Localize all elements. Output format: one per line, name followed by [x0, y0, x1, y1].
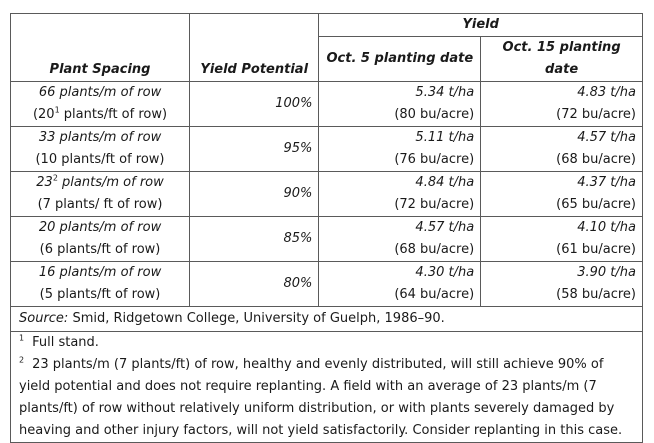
footnote-ref-1: 1	[54, 105, 60, 115]
oct15-tha: 4.10 t/ha	[577, 220, 636, 235]
footnote-1-marker: 1	[19, 333, 25, 343]
oct5-yield-cell	[319, 262, 481, 307]
oct5-tha: 5.34 t/ha	[415, 85, 475, 100]
plant-spacing-cell	[11, 127, 190, 172]
yield-table-container	[10, 13, 643, 443]
header-plant-spacing: Plant Spacing	[11, 14, 190, 82]
spacing-imperial: (5 plants/ft of row)	[39, 287, 161, 302]
table-row	[11, 82, 643, 127]
oct5-yield-cell	[319, 82, 481, 127]
plant-spacing-yield-table	[10, 13, 643, 443]
oct15-tha: 4.83 t/ha	[577, 85, 636, 100]
yield-potential-cell: 85%	[190, 217, 319, 262]
oct5-buacre: (68 bu/acre)	[394, 242, 475, 257]
footnotes-cell	[11, 332, 643, 443]
oct5-tha: 4.84 t/ha	[415, 175, 475, 190]
oct15-buacre: (72 bu/acre)	[556, 107, 636, 122]
spacing-metric-post: plants/m of row	[57, 175, 164, 190]
oct15-yield-cell	[481, 262, 643, 307]
spacing-imperial-pre: (20	[32, 107, 55, 122]
yield-potential-cell: 80%	[190, 262, 319, 307]
spacing-metric: 33 plants/m of row	[38, 130, 162, 145]
table-row	[11, 172, 643, 217]
footnotes-row	[11, 332, 643, 443]
oct5-yield-cell	[319, 172, 481, 217]
yield-potential-cell: 100%	[190, 82, 319, 127]
footnote-1-text: Full stand.	[32, 335, 99, 350]
footnote-2-text: 23 plants/m (7 plants/ft) of row, healthy and evenly distributed, will still achieve 90% of yield potential and does not require replanting. A field with an average of 23 plants/m (7 plants/ft) of row without relatively uniform distribution, or with plants severely damaged by heaving and other injury factors, will not yield satisfactorily. Consider replanting in this case.	[19, 357, 623, 438]
spacing-imperial-post: plants/ft of row)	[59, 107, 168, 122]
oct5-tha: 4.30 t/ha	[415, 265, 475, 280]
spacing-metric-number: 23	[36, 175, 53, 190]
spacing-imperial: (10 plants/ft of row)	[35, 152, 165, 167]
spacing-metric: 16 plants/m of row	[38, 265, 162, 280]
source-text: Smid, Ridgetown College, University of Guelph, 1986–90.	[68, 311, 445, 326]
plant-spacing-cell	[11, 82, 190, 127]
oct15-yield-cell	[481, 127, 643, 172]
footnote-2-marker: 2	[19, 355, 25, 365]
oct5-buacre: (72 bu/acre)	[394, 197, 475, 212]
oct5-yield-cell	[319, 217, 481, 262]
oct15-buacre: (65 bu/acre)	[556, 197, 636, 212]
spacing-imperial: (6 plants/ft of row)	[39, 242, 161, 257]
oct15-tha: 4.37 t/ha	[577, 175, 636, 190]
header-yield: Yield	[319, 14, 643, 37]
spacing-imperial: (7 plants/ ft of row)	[37, 197, 163, 212]
plant-spacing-cell	[11, 262, 190, 307]
table-row	[11, 127, 643, 172]
oct5-tha: 5.11 t/ha	[415, 130, 475, 145]
oct5-tha: 4.57 t/ha	[415, 220, 475, 235]
footnote-1	[19, 332, 634, 354]
spacing-imperial	[17, 104, 183, 126]
plant-spacing-cell	[11, 217, 190, 262]
oct5-buacre: (64 bu/acre)	[394, 287, 475, 302]
oct15-buacre: (58 bu/acre)	[556, 287, 636, 302]
source-cell	[11, 307, 643, 332]
oct15-yield-cell	[481, 217, 643, 262]
yield-potential-cell: 95%	[190, 127, 319, 172]
source-row	[11, 307, 643, 332]
oct5-buacre: (80 bu/acre)	[394, 107, 475, 122]
table-row	[11, 262, 643, 307]
footnote-ref-2: 2	[52, 173, 58, 183]
plant-spacing-cell	[11, 172, 190, 217]
header-yield-potential: Yield Potential	[190, 14, 319, 82]
spacing-metric	[17, 172, 183, 194]
yield-potential-cell: 90%	[190, 172, 319, 217]
oct15-buacre: (68 bu/acre)	[556, 152, 636, 167]
oct15-tha: 4.57 t/ha	[577, 130, 636, 145]
header-oct5-planting: Oct. 5 planting date	[319, 37, 481, 82]
spacing-metric: 20 plants/m of row	[38, 220, 162, 235]
oct5-yield-cell	[319, 127, 481, 172]
table-row	[11, 217, 643, 262]
spacing-metric: 66 plants/m of row	[38, 85, 162, 100]
footnote-2	[19, 354, 634, 442]
oct15-tha: 3.90 t/ha	[577, 265, 636, 280]
oct15-yield-cell	[481, 82, 643, 127]
header-oct15-planting: Oct. 15 planting date	[481, 37, 643, 82]
oct15-buacre: (61 bu/acre)	[556, 242, 636, 257]
oct5-buacre: (76 bu/acre)	[394, 152, 475, 167]
oct15-yield-cell	[481, 172, 643, 217]
source-label: Source:	[19, 311, 69, 326]
